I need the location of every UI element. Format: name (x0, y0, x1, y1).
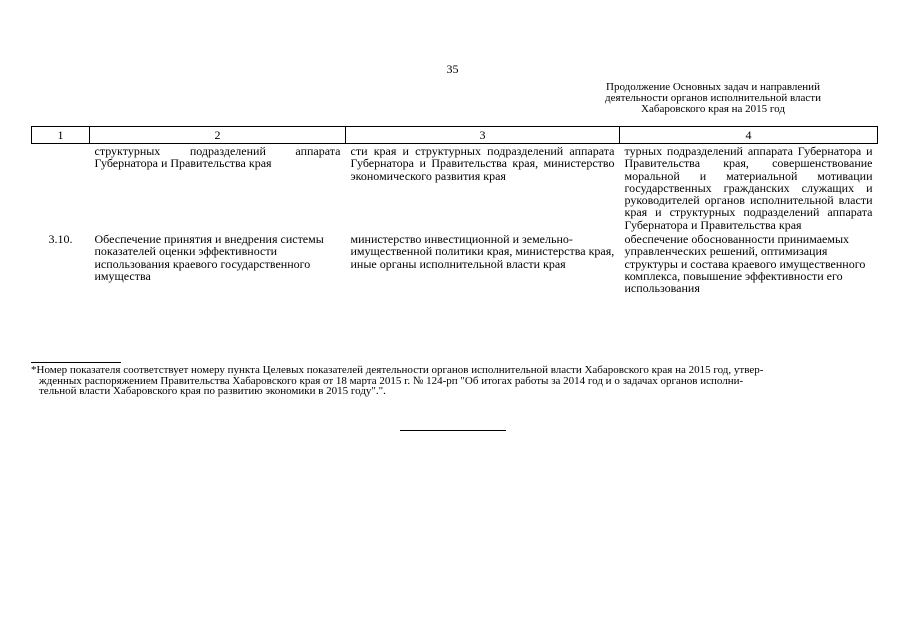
table-row (32, 144, 878, 234)
footnote (31, 365, 877, 397)
footnote-line-1: *Номер показателя соответствует номеру пункта Целевых показателей деятельности органов исполнительной власти Хабаровского края на 2015 год, утвер- (31, 364, 764, 376)
column-header-2: 2 (90, 127, 346, 144)
result-cell: турных подразделений аппарата Губернатора и Правительства края, совершенствование моральной и материальной мотивации государственных гражданских служащих и руководителей органов исполнительной власти края и структурных подразделений аппарата Губернатора и Правительства края (624, 144, 873, 232)
continuation-title (560, 82, 866, 115)
footnote-line-3: тельной власти Хабаровского края по развитию экономики в 2015 году".". (39, 385, 386, 397)
page-number: 35 (446, 62, 459, 76)
continuation-title-line-3: Хабаровского края на 2015 год (641, 103, 785, 115)
task-cell: структурных подразделений аппарата Губернатора и Правительства края (94, 144, 341, 171)
executors-cell: сти края и структурных подразделений аппарата Губернатора и Правительства края, министерство экономического развития края (350, 144, 615, 183)
result-cell: обеспечение обоснованности принимаемых управленческих решений, оптимизация структуры и состава краевого имущественного комплекса, повышение эффективности его использования (624, 232, 866, 296)
table-header-row (32, 127, 878, 144)
task-cell: Обеспечение принятия и внедрения системы показателей оценки эффективности использования краевого государственного имущества (94, 232, 324, 283)
column-header-4: 4 (620, 127, 878, 144)
column-header-1: 1 (32, 127, 90, 144)
continuation-title-line-1: Продолжение Основных задач и направлений (606, 81, 820, 93)
end-separator (400, 430, 506, 431)
continuation-title-line-2: деятельности органов исполнительной власти (605, 92, 821, 104)
footnote-line-2: жденных распоряжением Правительства Хабаровского края от 18 марта 2015 г. № 124-рп "Об итогах работы за 2014 год и о задачах органов исполни- (39, 374, 744, 387)
row-number (32, 144, 90, 234)
column-header-3: 3 (346, 127, 620, 144)
tasks-table (31, 126, 878, 295)
footnote-separator (31, 362, 121, 363)
executors-cell: министерство инвестиционной и земельно-имущественной политики края, министерства края, иные органы исполнительной власти края (350, 232, 615, 271)
row-number: 3.10. (48, 232, 73, 247)
table-row (32, 233, 878, 294)
